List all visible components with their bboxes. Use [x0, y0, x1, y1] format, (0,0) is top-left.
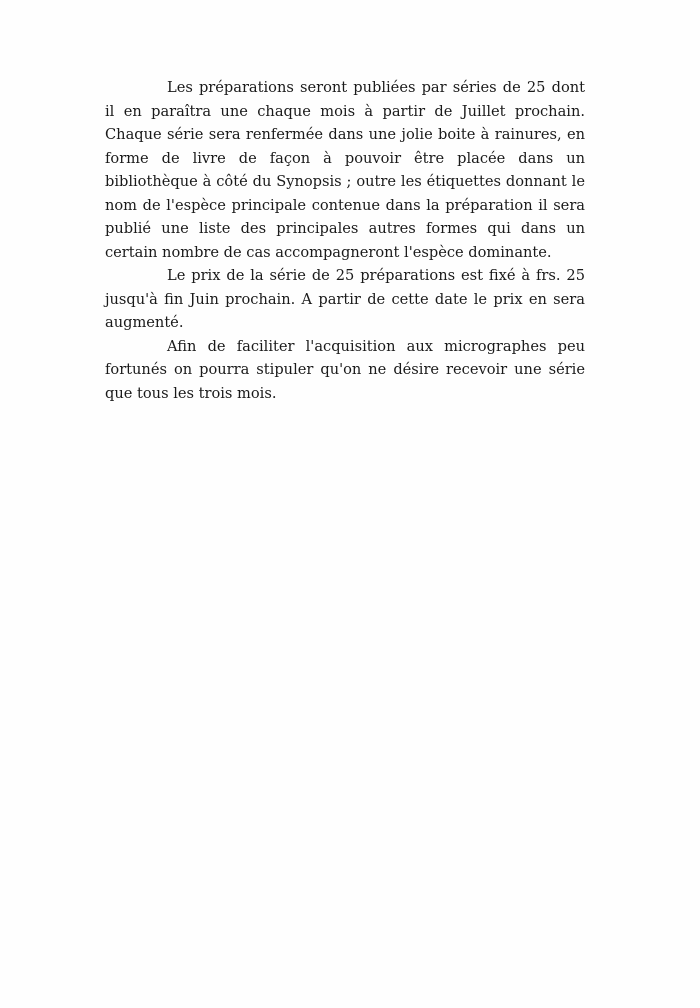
body-text — [105, 76, 585, 405]
paragraph-subscription-option: Afin de faciliter l'acquisition aux micrographes peu fortunés on pourra stipuler qu'on ne désire recevoir une série que tous les trois mois. — [105, 337, 585, 402]
paragraph-price: Le prix de la série de 25 préparations est fixé à frs. 25 jusqu'à fin Juin prochain. A partir de cette date le prix en sera augmenté. — [105, 267, 585, 331]
paragraph-publication-details: Les préparations seront publiées par séries de 25 dont il en paraîtra une chaque mois à partir de Juillet prochain. Chaque série sera renfermée dans une jolie boite à rainures, en forme de livre de façon à pouvoir être placée dans un bibliothèque à côté du Synopsis ; outre les étiquettes donnant le nom de l'espèce principale contenue dans la préparation il sera publié une liste des principales autres formes qui dans un certain nombre de cas accompagneront l'espèce dominante. — [105, 79, 585, 261]
